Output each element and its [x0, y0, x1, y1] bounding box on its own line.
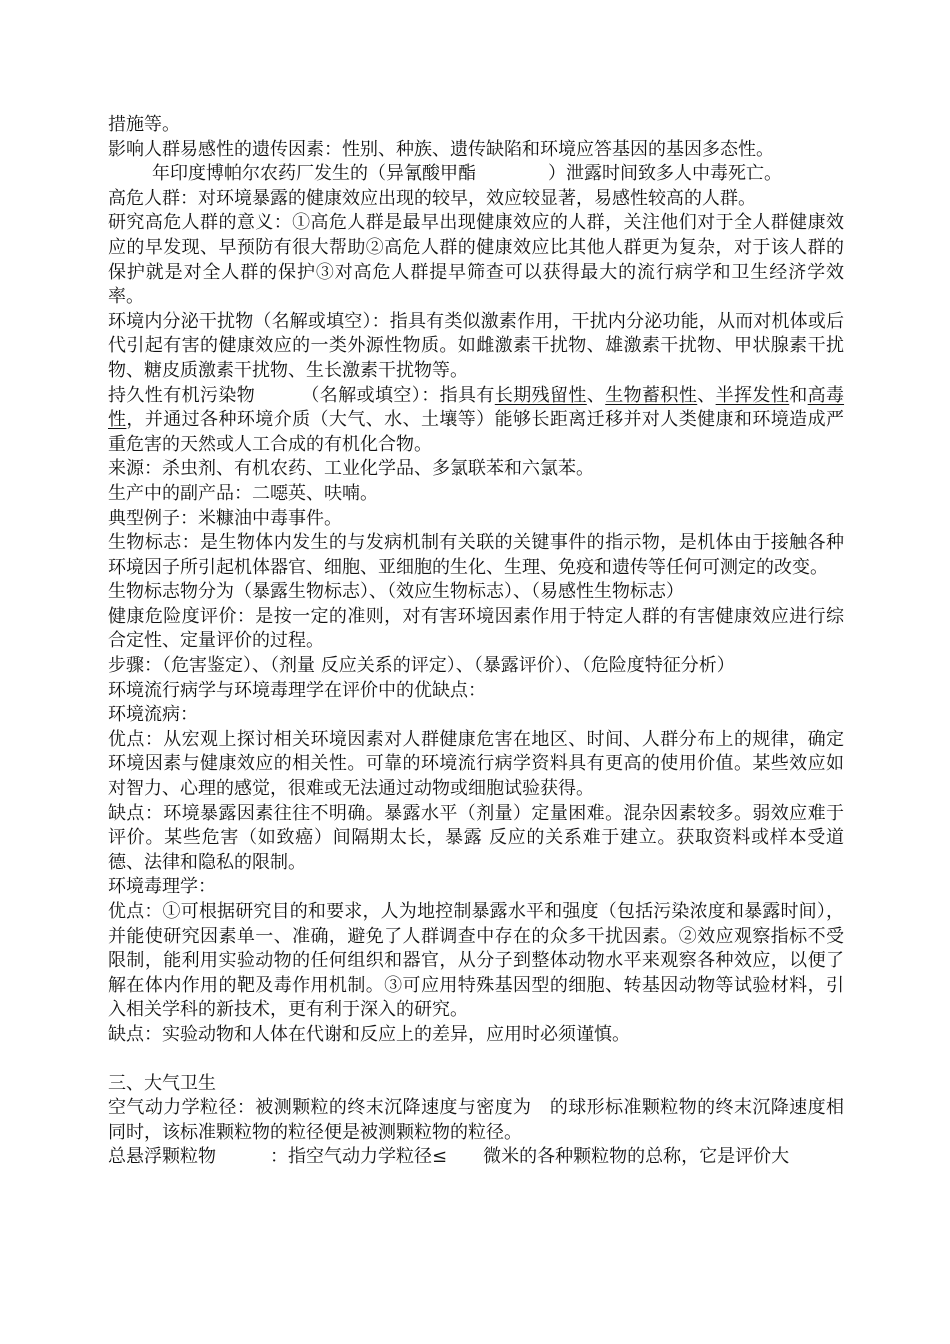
paragraph-sources: 来源：杀虫剂、有机农药、工业化学品、多氯联苯和六氯苯。	[108, 458, 594, 480]
paragraph-measures: 措施等。	[108, 114, 180, 135]
paragraph-epidemiology-pros: 优点：从宏观上探讨相关环境因素对人群健康危害在地区、时间、人群分布上的规律，确定环境因素与健康效应的相关性。可靠的环境流行病学资料具有更高的使用价值。某些效应如对智力、心理的感觉，很难或无法通过动物或细胞试验获得。	[108, 728, 844, 800]
paragraph-high-risk-group: 高危人群：对环境暴露的健康效应出现的较早，效应较显著，易感性较高的人群。	[108, 187, 756, 209]
paragraph-genetic-factors: 影响人群易感性的遗传因素：性别、种族、遗传缺陷和环境应答基因的基因多态性。	[108, 138, 774, 160]
pops-intro: 持久性有机污染物 （名解或填空）：指具有	[108, 384, 495, 406]
pops-term-persistence: 长期残留性	[494, 384, 587, 406]
paragraph-biomarker: 生物标志：是生物体内发生的与发病机制有关联的关键事件的指示物，是机体由于接触各种环境因子所引起机体器官、细胞、亚细胞的生化、生理、免疫和遗传等任何可测定的改变。	[108, 532, 844, 578]
paragraph-pops	[108, 384, 844, 458]
pops-term-high-toxicity: 高毒性	[108, 384, 845, 431]
paragraph-biomarker-types: 生物标志物分为（暴露生物标志）、（效应生物标志）、（易感性生物标志）	[108, 581, 684, 603]
paragraph-aerodynamic-diameter: 空气动力学粒径：被测颗粒的终末沉降速度与密度为 的球形标准颗粒物的终末沉降速度相同时，该标准颗粒物的粒径便是被测颗粒物的粒径。	[108, 1097, 844, 1143]
pops-sep-1: 、	[586, 384, 606, 406]
pops-term-bioaccumulation: 生物蓄积性	[605, 384, 698, 406]
paragraph-toxicology-heading: 环境毒理学：	[108, 876, 216, 898]
paragraph-tsp: 总悬浮颗粒物 ：指空气动力学粒径≤ 微米的各种颗粒物的总称，它是评价大	[108, 1146, 790, 1168]
paragraph-epidemiology-cons: 缺点：环境暴露因素往往不明确。暴露水平（剂量）定量困难。混杂因素较多。弱效应难于评价。某些危害（如致癌）间隔期太长，暴露 反应的关系难于建立。获取资料或样本受道德、法律和隐私的限制。	[108, 802, 844, 873]
paragraph-toxicology-cons: 缺点：实验动物和人体在代谢和反应上的差异，应用时必须谨慎。	[108, 1023, 630, 1045]
pops-sep-3: 和	[789, 384, 808, 406]
paragraph-endocrine-disruptors: 环境内分泌干扰物（名解或填空）：指具有类似激素作用，干扰内分泌功能，从而对机体或后代引起有害的健康效应的一类外源性物质。如雌激素干扰物、雄激素干扰物、甲状腺素干扰物、糖皮质激素干扰物、生长激素干扰物等。	[108, 310, 844, 381]
paragraph-pros-cons-heading: 环境流行病学与环境毒理学在评价中的优缺点：	[108, 679, 486, 701]
paragraph-toxicology-pros: 优点：①可根据研究目的和要求，人为地控制暴露水平和强度（包括污染浓度和暴露时间），并能使研究因素单一、准确，避免了人群调查中存在的众多干扰因素。②效应观察指标不受限制，能利用实验动物的任何组织和器官，从分子到整体动物水平来观察各种效应，以便了解在体内作用的靶及毒作用机制。③可应用特殊基因型的细胞、转基因动物等试验材料，引入相关学科的新技术，更有利于深入的研究。	[108, 901, 844, 1021]
section-heading-air-hygiene: 三、大气卫生	[108, 1072, 216, 1094]
paragraph-typical-example: 典型例子：米糠油中毒事件。	[108, 507, 342, 529]
paragraph-bhopal: 年印度博帕尔农药厂发生的（异氰酸甲酯 ）泄露时间致多人中毒死亡。	[152, 163, 782, 185]
paragraph-steps: 步骤：（危害鉴定）、（剂量 反应关系的评定）、（暴露评价）、（危险度特征分析）	[108, 655, 735, 677]
paragraph-high-risk-significance: 研究高危人群的意义：①高危人群是最早出现健康效应的人群，关注他们对于全人群健康效应的早发现、早预防有很大帮助②高危人群的健康效应比其他人群更为复杂，对于该人群的保护就是对全人群的保护③对高危人群提早筛查可以获得最大的流行病学和卫生经济学效率。	[108, 212, 844, 308]
paragraph-risk-assessment: 健康危险度评价：是按一定的准则，对有害环境因素作用于特定人群的有害健康效应进行综合定性、定量评价的过程。	[108, 605, 844, 652]
paragraph-epidemiology-heading: 环境流病：	[108, 704, 198, 726]
pops-sep-2: 、	[697, 384, 716, 406]
paragraph-spacer	[108, 1048, 844, 1072]
paragraph-byproducts: 生产中的副产品：二噁英、呋喃。	[108, 482, 378, 504]
document-body	[108, 113, 844, 1170]
pops-rest: ，并通过各种环境介质（大气、水、土壤等）能够长距离迁移并对人类健康和环境造成严重危害的天然或人工合成的有机化合物。	[108, 409, 845, 455]
pops-term-semivolatile: 半挥发性	[715, 384, 790, 406]
